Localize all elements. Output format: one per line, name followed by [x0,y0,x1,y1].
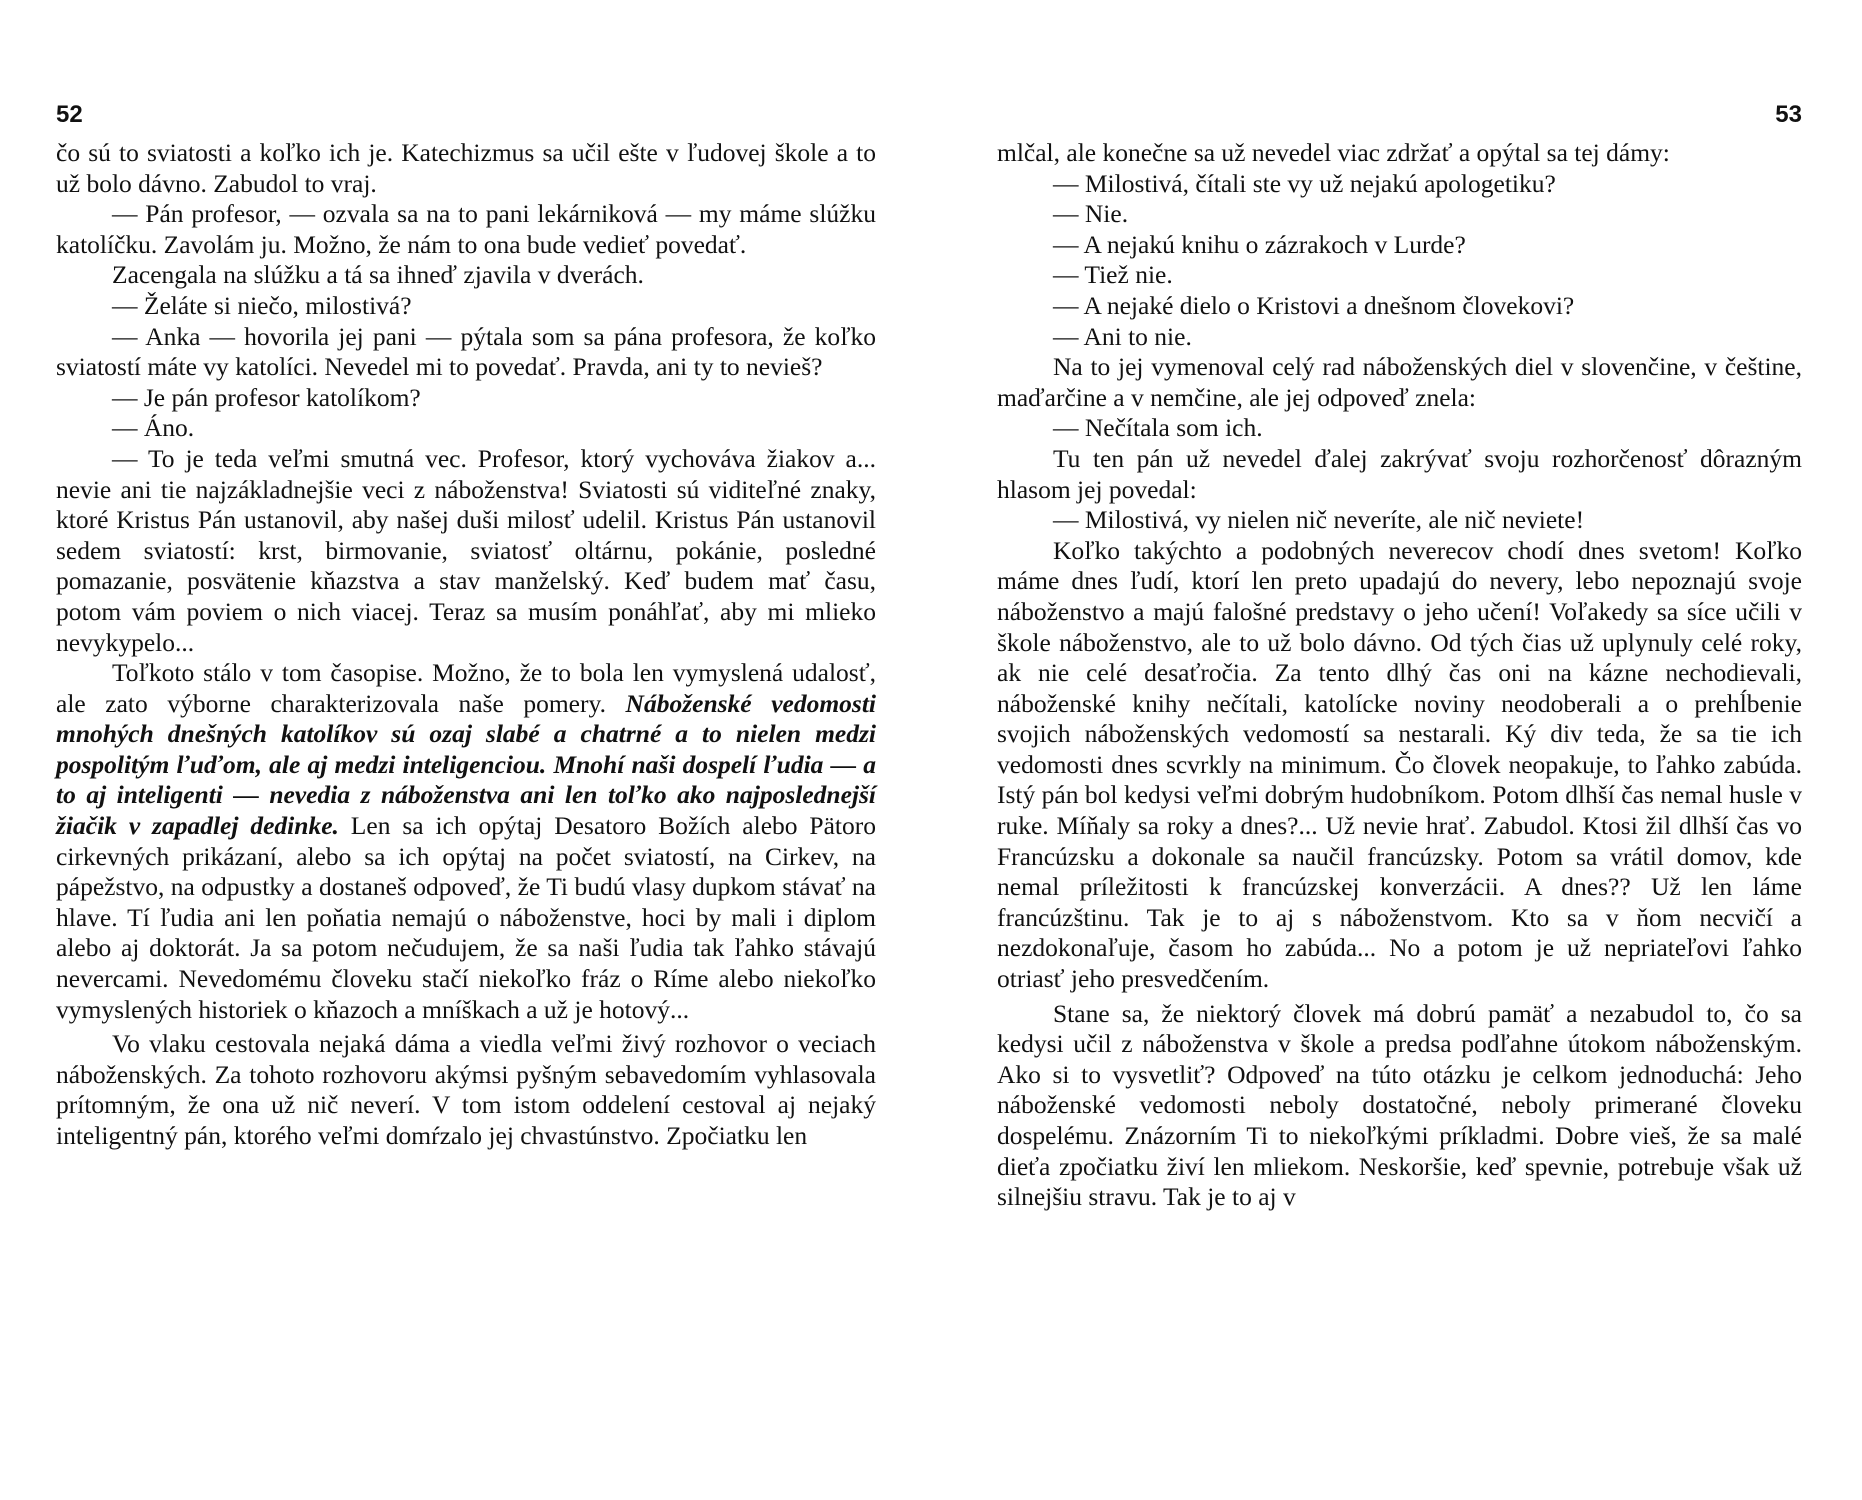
paragraph: — Pán profesor, — ozvala sa na to pani lekárniková — my máme slúžku katolíčku. Zavolám ju. Možno, že nám to ona bude vedieť povedať. [56,199,876,259]
paragraph: — Nie. [1053,199,1129,229]
paragraph: — Milostivá, vy nielen nič neveríte, ale nič neviete! [1053,505,1585,535]
paragraph: Koľko takýchto a podobných neverecov chodí dnes svetom! Koľko máme dnes ľudí, ktorí len preto upadajú do nevery, lebo nepoznajú svoje náboženstvo a majú falošné predstavy o jeho učení! Voľakedy sa síce učili v škole náboženstvo, ale to už bolo dávno. Od tých čias už uplynuly celé roky, ak nie celé desaťročia. Za tento dlhý čas oni na kázne nechodievali, náboženské knihy nečítali, katolícke noviny neodoberali a o prehĺbenie svojich náboženských vedomostí sa nestarali. Ký div teda, že sa tie ich vedomosti dnes scvrkly na minimum. Čo človek neopakuje, to ľahko zabúda. Istý pán bol kedysi veľmi dobrým hudobníkom. Potom dlhší čas nemal husle v ruke. Míňaly sa roky a dnes?... Už nevie hrať. Zabudol. Ktosi žil dlhší čas vo Francúzsku a dokonale sa naučil francúzsky. Potom sa vrátil domov, kde nemal príležitosti k francúzskej konverzácii. A dnes?? Už len láme francúzštinu. Tak je to aj s náboženstvom. Kto sa v ňom necvičí a nezdokonaľuje, časom ho zabúda... No a potom je už nepriateľovi ľahko otriasť jeho presvedčením. [997,535,1802,994]
paragraph: — Nečítala som ich. [1053,413,1263,443]
right-page [997,100,1802,1213]
paragraph: — Je pán profesor katolíkom? [112,382,421,412]
paragraph: — Milostivá, čítali ste vy už nejakú apologetiku? [1053,168,1556,198]
right-page-body [997,138,1802,1213]
paragraph: Stane sa, že niektorý človek má dobrú pamäť a nezabudol to, čo sa kedysi učil z náboženstva v škole a predsa podľahne útokom náboženským. Ako si to vysvetliť? Odpoveď na túto otázku je celkom jednoduchá: Jeho náboženské vedomosti neboly dostatočné, neboly primerané človeku dospelému. Znázorním Ti to niekoľkými príkladmi. Dobre vieš, že sa malé dieťa zpočiatku živí len mliekom. Neskoršie, keď spevnie, potrebuje však už silnejšiu stravu. Tak je to aj v [997,998,1802,1212]
paragraph-text: Toľkoto stálo v tom časopise. Možno, že to bola len vymyslená udalosť, ale zato výborne charakterizovala naše pomery. [56,658,876,718]
paragraph: Tu ten pán už nevedel ďalej zakrývať svoju rozhorčenosť dôrazným hlasom jej povedal: [997,443,1802,504]
paragraph: Zacengala na slúžku a tá sa ihneď zjavila v dverách. [112,260,644,290]
paragraph: — Anka — hovorila jej pani — pýtala som sa pána profesora, že koľko sviatostí máte vy katolíci. Nevedel mi to povedať. Pravda, ani ty to nevieš? [56,321,876,382]
paragraph: — A nejakú knihu o zázrakoch v Lurde? [1053,229,1466,259]
paragraph-text: Len sa ich opýtaj Desatoro Božích alebo Pätoro cirkevných prikázaní, alebo sa ich opýtaj na počet sviatostí, na Cirkev, na pápežstvo, na odpustky a dostaneš odpoveď, že Ti budú vlasy dupkom stávať na hlave. Tí ľudia ani len poňatia nemajú o náboženstve, hoci by mali i diplom alebo aj doktorát. Ja sa potom nečudujem, že sa naši ľudia tak ľahko stávajú nevercami. Nevedomému človeku stačí niekoľko fráz o Ríme alebo niekoľko vymyslených historiek o kňazoch a mníškach a už je hotový... [56,811,876,1024]
paragraph: Vo vlaku cestovala nejaká dáma a viedla veľmi živý rozhovor o veciach náboženských. Za tohoto rozhovoru akýmsi pyšným sebavedomím vyhlasovala prítomným, že ona už nič neverí. V tom istom oddelení cestoval aj nejaký inteligentný pán, ktorého veľmi domŕzalo jej chvastúnstvo. Zpočiatku len [56,1029,876,1150]
paragraph: — Želáte si niečo, milostivá? [112,290,412,320]
paragraph [56,658,876,1025]
paragraph: — Tiež nie. [1053,260,1173,290]
paragraph: — A nejaké dielo o Kristovi a dnešnom človekovi? [1053,290,1575,320]
right-page-number: 53 [1775,101,1802,128]
paragraph: — To je teda veľmi smutná vec. Profesor, ktorý vychováva žiakov a... nevie ani tie najzákladnejšie veci z náboženstva! Sviatosti sú viditeľné znaky, ktoré Kristus Pán ustanovil, aby našej duši milosť udelil. Kristus Pán ustanovil sedem sviatostí: krst, birmovanie, sviatosť oltárnu, pokánie, posledné pomazanie, posvätenie kňazstva a stav manželský. Keď budem mať času, potom vám poviem o nich viacej. Teraz sa musím ponáhľať, aby mi mlieko nevykypelo... [56,443,876,657]
left-page-number: 52 [56,101,83,128]
left-page [56,100,876,1152]
paragraph: mlčal, ale konečne sa už nevedel viac zdržať a opýtal sa tej dámy: [997,138,1670,167]
paragraph: — Ani to nie. [1053,321,1192,351]
left-page-body [56,138,876,1152]
italic-emphasis: Náboženské vedomosti mnohých dnešných katolíkov sú ozaj slabé a chatrné a to nielen medzi pospolitým ľuďom, ale aj medzi inteligenciou. Mnohí naši dospelí ľudia — a to aj inteligenti — nevedia z náboženstva ani len toľko ako najposlednejší žiačik v zapadlej dedinke. [56,688,877,841]
paragraph: Na to jej vymenoval celý rad náboženských diel v slovenčine, v češtine, maďarčine a v nemčine, ale jej odpoveď znela: [997,352,1802,412]
paragraph: čo sú to sviatosti a koľko ich je. Katechizmus sa učil ešte v ľudovej škole a to už bolo dávno. Zabudol to vraj. [56,138,876,198]
paragraph: — Áno. [112,413,195,443]
